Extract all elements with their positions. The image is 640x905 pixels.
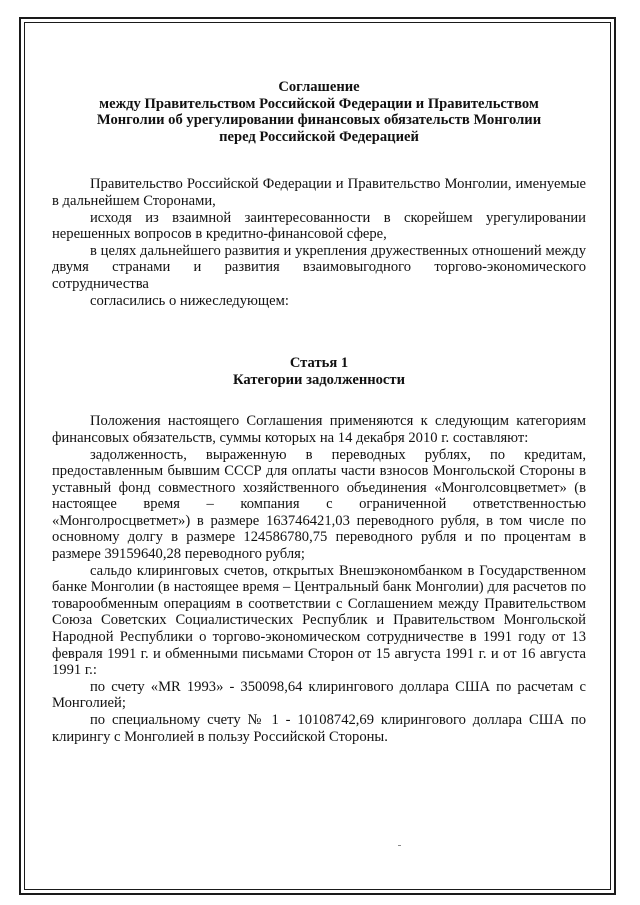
article-number: Статья 1 [289,355,349,372]
article-paragraph: по специальному счету № 1 - 10108742,69 клирингового доллара США по клирингу с Монголией в пользу Российской Стороны. [52,712,586,745]
preamble [52,176,586,309]
document-body [52,79,586,745]
title-line: Соглашение [278,79,360,95]
preamble-paragraph: Правительство Российской Федерации и Правительство Монголии, именуемые в дальнейшем Сторонами, [52,176,586,209]
preamble-paragraph: исходя из взаимной заинтересованности в скорейшем урегулировании нерешенных вопросов в кредитно-финансовой сфере, [52,209,586,243]
article-paragraph: по счету «MR 1993» - 350098,64 клирингового доллара США по расчетам с Монголией; [52,678,586,712]
article-heading [52,355,586,388]
scan-speck [398,845,401,846]
article-paragraph: задолженность, выраженную в переводных рублях, по кредитам, предоставленным бывшим СССР для оплаты части взносов Монгольской Стороны в уставный фонд совместного хозяйственного объединения «Монголсовцветмет» (в настоящее время – компания с ограниченной ответственностью «Монголросцветмет») в размере 163746421,03 переводного рубля, в том числе по основному долгу в размере 124586780,75 переводного рубля и по процентам в размере 39159640,28 переводного рубля; [52,446,586,563]
title-line: между Правительством Российской Федерации и Правительством [99,95,539,112]
title-line: Монголии об урегулировании финансовых обязательств Монголии [96,112,542,129]
preamble-paragraph: согласились о нижеследующем: [90,292,289,309]
title-line: перед Российской Федерацией [219,128,419,145]
article-paragraph: сальдо клиринговых счетов, открытых Внешэкономбанком в Государственном банке Монголии (в настоящее время – Центральный банк Монголии) для расчетов по товарообменным операциям в соответствии с Соглашением между Правительством Союза Советских Социалистических Республик и Правительством Монгольской Народной Республики о торгово-экономическом сотрудничестве в 1991 году от 13 февраля 1991 г. и обменными письмами Сторон от 15 августа 1991 г. и от 16 августа 1991 г.: [52,562,586,679]
article-body [52,413,586,745]
article-title: Категории задолженности [233,371,405,388]
article-paragraph: Положения настоящего Соглашения применяются к следующим категориям финансовых обязательств, суммы которых на 14 декабря 2010 г. составляют: [52,413,586,446]
document-title [52,79,586,145]
preamble-paragraph: в целях дальнейшего развития и укрепления дружественных отношений между двумя странами и развития взаимовыгодного торгово-экономического сотрудничества [52,242,586,292]
